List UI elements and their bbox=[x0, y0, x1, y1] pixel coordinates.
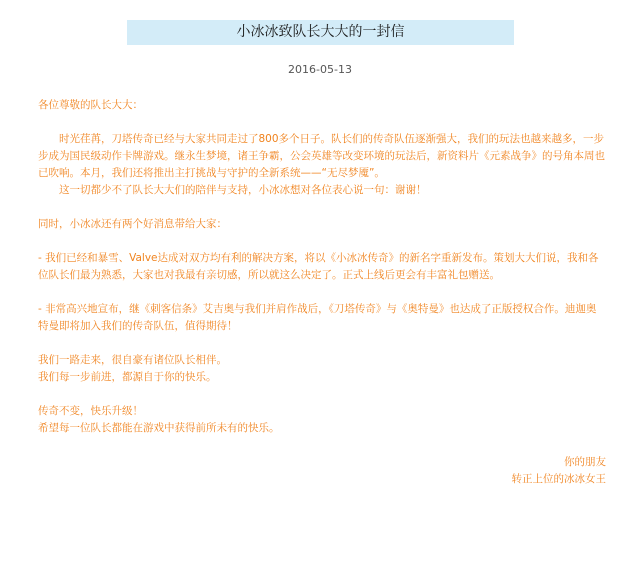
paragraph-1: 时光荏苒，刀塔传奇已经与大家共同走过了800多个日子。队长们的传奇队伍逐渐强大，我们的玩法也越来越多，一步步成为国民级动作卡牌游戏。继永生梦境，诸王争霸，公会英雄等改变环境的玩法后，新资料片《元素战争》的号角本周也已吹响。本月，我们还将推出主打挑战与守护的全新系统——“无尽梦魇”。 bbox=[38, 133, 605, 179]
closing-line-1: 我们一路走来，很自豪有诸位队长相伴。 bbox=[38, 354, 227, 366]
news-item-2: - 非常高兴地宣布，继《刺客信条》艾吉奥与我们并肩作战后，《刀塔传奇》与《奥特曼》也达成了正版授权合作。迪迦奥特曼即将加入我们的传奇队伍，值得期待！ bbox=[38, 303, 597, 332]
news-item-1: - 我们已经和暴雪、Valve达成对双方均有利的解决方案，将以《小冰冰传奇》的新名字重新发布。策划大大们说，我和各位队长们最为熟悉，大家也对我最有亲切感，所以就这么决定了。正式上线后更会有丰富礼包赠送。 bbox=[38, 252, 599, 281]
news-intro: 同时，小冰冰还有两个好消息带给大家： bbox=[38, 218, 227, 230]
greeting: 各位尊敬的队长大大： bbox=[38, 99, 143, 111]
closing-line-3: 传奇不变，快乐升级！ bbox=[38, 405, 143, 417]
letter-date: 2016-05-13 bbox=[288, 63, 352, 76]
closing-line-4: 希望每一位队长都能在游戏中获得前所未有的快乐。 bbox=[38, 422, 280, 434]
signature-friend: 你的朋友 bbox=[564, 456, 606, 468]
closing-line-2: 我们每一步前进，都源自于你的快乐。 bbox=[38, 371, 217, 383]
letter-body bbox=[38, 97, 606, 488]
letter-title: 小冰冰致队长大大的一封信 bbox=[127, 20, 514, 45]
signature-name: 转正上位的冰冰女王 bbox=[511, 473, 606, 485]
paragraph-2: 这一切都少不了队长大大们的陪伴与支持，小冰冰想对各位表心说一句：谢谢！ bbox=[59, 184, 427, 196]
